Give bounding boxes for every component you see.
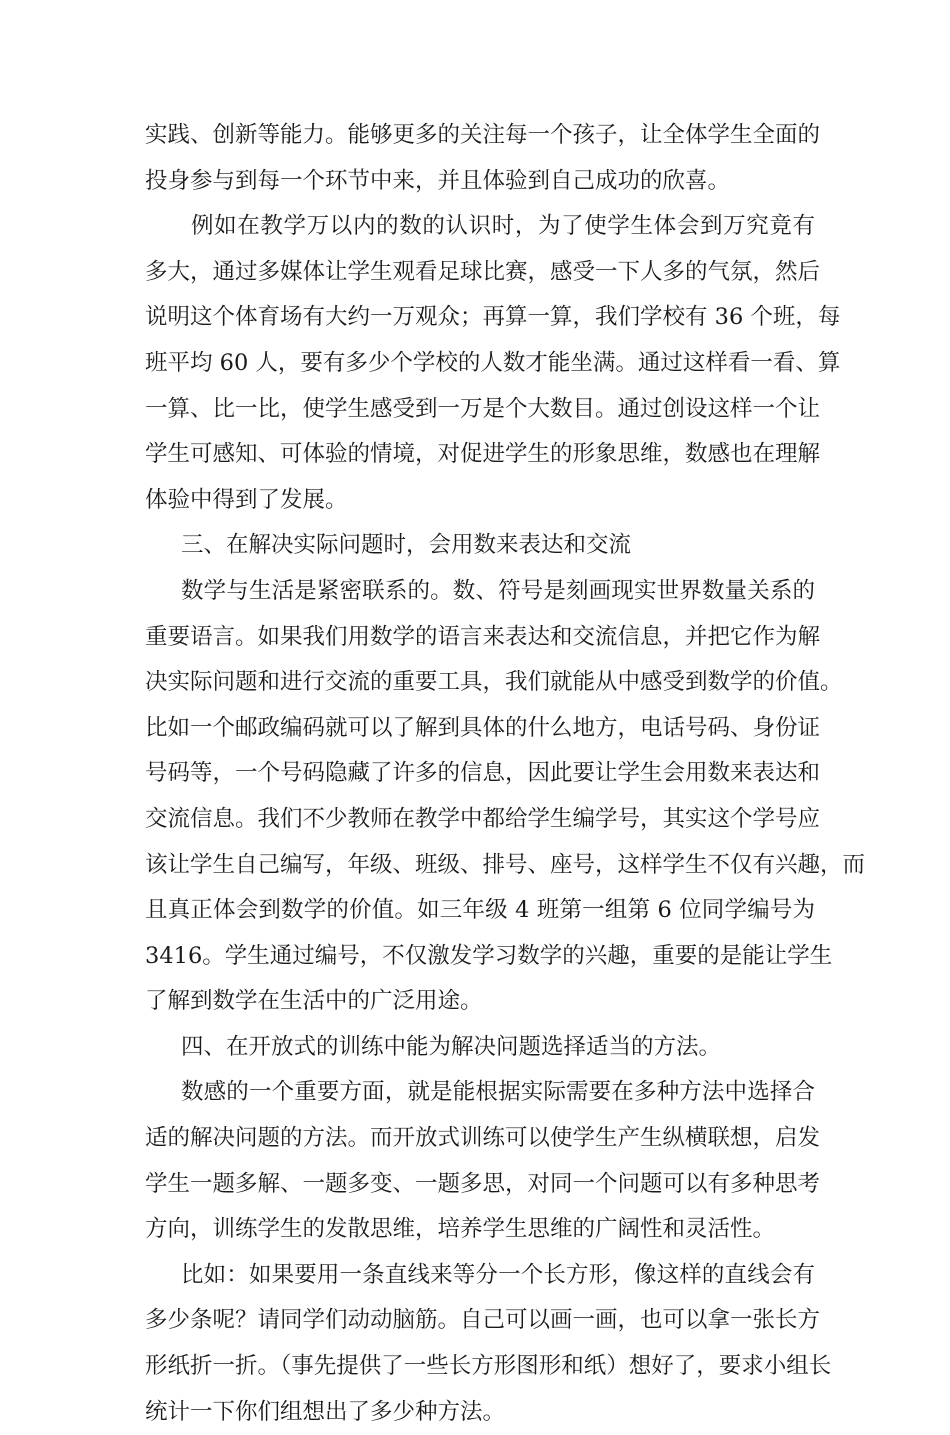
text-line: 3416。学生通过编号，不仅激发学习数学的兴趣，重要的是能让学生 bbox=[145, 942, 833, 969]
text-line: 实践、创新等能力。能够更多的关注每一个孩子，让全体学生全面的 bbox=[145, 122, 821, 148]
text-line: 学生可感知、可体验的情境，对促进学生的形象思维，数感也在理解 bbox=[145, 441, 821, 468]
text-line: 统计一下你们组想出了多少种方法。 bbox=[145, 1398, 506, 1425]
text-line: 比如一个邮政编码就可以了解到具体的什么地方，电话号码、身份证 bbox=[145, 714, 821, 741]
text-line: 班平均 60 人，要有多少个学校的人数才能坐满。通过这样看一看、算 bbox=[145, 349, 841, 376]
text-line: 一算、比一比，使学生感受到一万是个大数目。通过创设这样一个让 bbox=[145, 395, 821, 422]
paragraph-start-line: 例如在教学万以内的数的认识时，为了使学生体会到万究竟有 bbox=[191, 213, 815, 240]
text-line: 交流信息。我们不少教师在教学中都给学生编学号，其实这个学号应 bbox=[145, 805, 821, 832]
text-line: 该让学生自己编写，年级、班级、排号、座号，这样学生不仅有兴趣，而 bbox=[145, 851, 866, 878]
text-line: 方向，训练学生的发散思维，培养学生思维的广阔性和灵活性。 bbox=[145, 1216, 776, 1243]
text-line: 重要语言。如果我们用数学的语言来表达和交流信息，并把它作为解 bbox=[145, 623, 821, 650]
text-line: 投身参与到每一个环节中来，并且体验到自己成功的欣喜。 bbox=[145, 167, 731, 194]
text-line: 决实际问题和进行交流的重要工具，我们就能从中感受到数学的价值。 bbox=[145, 669, 843, 696]
paragraph-start-line: 比如：如果要用一条直线来等分一个长方形，像这样的直线会有 bbox=[181, 1261, 815, 1288]
paragraph-start-line: 数感的一个重要方面，就是能根据实际需要在多种方法中选择合 bbox=[181, 1079, 815, 1106]
text-line: 多少条呢？请同学们动动脑筋。自己可以画一画，也可以拿一张长方 bbox=[145, 1307, 821, 1334]
text-line: 多大，通过多媒体让学生观看足球比赛，感受一下人多的气氛，然后 bbox=[145, 258, 821, 285]
text-line: 且真正体会到数学的价值。如三年级 4 班第一组第 6 位同学编号为 bbox=[145, 897, 815, 924]
text-line: 体验中得到了发展。 bbox=[145, 486, 348, 513]
text-line: 了解到数学在生活中的广泛用途。 bbox=[145, 988, 483, 1015]
text-line: 说明这个体育场有大约一万观众；再算一算，我们学校有 36 个班，每 bbox=[145, 304, 841, 331]
paragraph-start-line: 数学与生活是紧密联系的。数、符号是刻画现实世界数量关系的 bbox=[181, 577, 815, 604]
text-line: 形纸折一折。（事先提供了一些长方形图形和纸）想好了，要求小组长 bbox=[145, 1353, 832, 1380]
text-line: 号码等，一个号码隐藏了许多的信息，因此要让学生会用数来表达和 bbox=[145, 760, 821, 787]
text-line: 学生一题多解、一题多变、一题多思，对同一个问题可以有多种思考 bbox=[145, 1170, 821, 1197]
text-line: 适的解决问题的方法。而开放式训练可以使学生产生纵横联想，启发 bbox=[145, 1125, 821, 1152]
body-text bbox=[145, 113, 866, 1435]
section-heading-4: 四、在开放式的训练中能为解决问题选择适当的方法。 bbox=[181, 1033, 722, 1060]
section-heading-3: 三、在解决实际问题时，会用数来表达和交流 bbox=[181, 532, 632, 559]
